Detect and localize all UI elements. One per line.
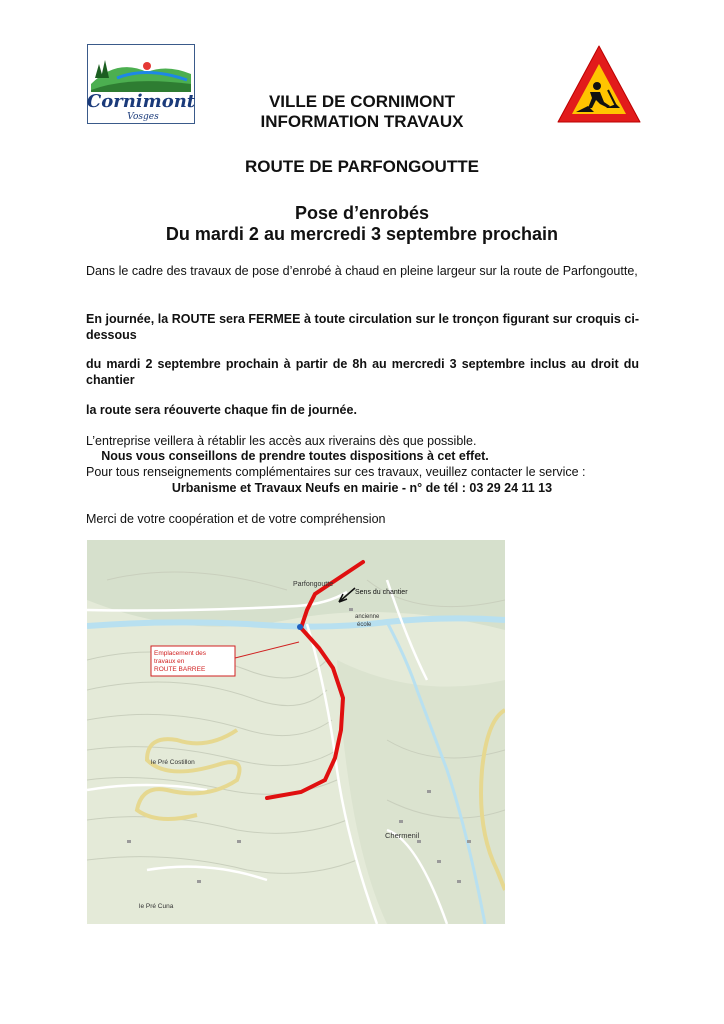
water-point-icon — [297, 624, 303, 630]
label-parfongoutte: Parfongoutte — [293, 581, 334, 588]
label-pre-cuna: le Pré Cuna — [139, 903, 174, 910]
logo-sub: Vosges — [127, 112, 159, 122]
label-pre-costillon: le Pré Costillon — [151, 759, 195, 766]
label-emplacement-2: travaux en — [154, 658, 185, 665]
cornimont-logo — [87, 44, 195, 124]
label-chermenil: Chermenil — [385, 831, 420, 840]
work-dates: Du mardi 2 au mercredi 3 septembre prochain — [165, 224, 559, 244]
roadworks-sign-icon — [554, 42, 644, 126]
paragraph-access: L’entreprise veillera à rétablir les accès aux riverains dès que possible. — [86, 434, 477, 448]
paragraph-context: Dans le cadre des travaux de pose d’enrobé à chaud en pleine largeur sur la route de Parfongoutte, — [86, 264, 638, 278]
label-ancienne: ancienne — [355, 614, 380, 620]
paragraph-reopen: la route sera réouverte chaque fin de journée. — [86, 403, 357, 417]
work-title: Pose d’enrobés — [294, 203, 430, 223]
header-line2: INFORMATION TRAVAUX — [260, 112, 464, 131]
label-emplacement-1: Emplacement des — [154, 650, 207, 657]
paragraph-closure: En journée, la ROUTE sera FERMEE à toute circulation sur le tronçon figurant sur croquis ci-dessous — [86, 312, 639, 342]
contact-service: Urbanisme et Travaux Neufs en mairie - n° de tél : 03 29 24 11 13 — [171, 481, 553, 495]
header-line1: VILLE DE CORNIMONT — [268, 92, 456, 111]
site-map — [87, 540, 505, 924]
label-emplacement-3: ROUTE BARREE — [154, 666, 206, 673]
paragraph-advice: Nous vous conseillons de prendre toutes dispositions à cet effet. — [101, 449, 489, 463]
paragraph-dates: du mardi 2 septembre prochain à partir de 8h au mercredi 3 septembre inclus au droit du chantier — [86, 357, 639, 387]
paragraph-contact: Pour tous renseignements complémentaires sur ces travaux, veuillez contacter le service : — [86, 465, 586, 479]
logo-name: Cornimont — [87, 91, 195, 112]
route-title: ROUTE DE PARFONGOUTTE — [245, 157, 479, 176]
label-ecole: école — [357, 622, 372, 628]
label-sens-chantier: Sens du chantier — [355, 589, 408, 596]
paragraph-thanks: Merci de votre coopération et de votre compréhension — [86, 512, 386, 526]
